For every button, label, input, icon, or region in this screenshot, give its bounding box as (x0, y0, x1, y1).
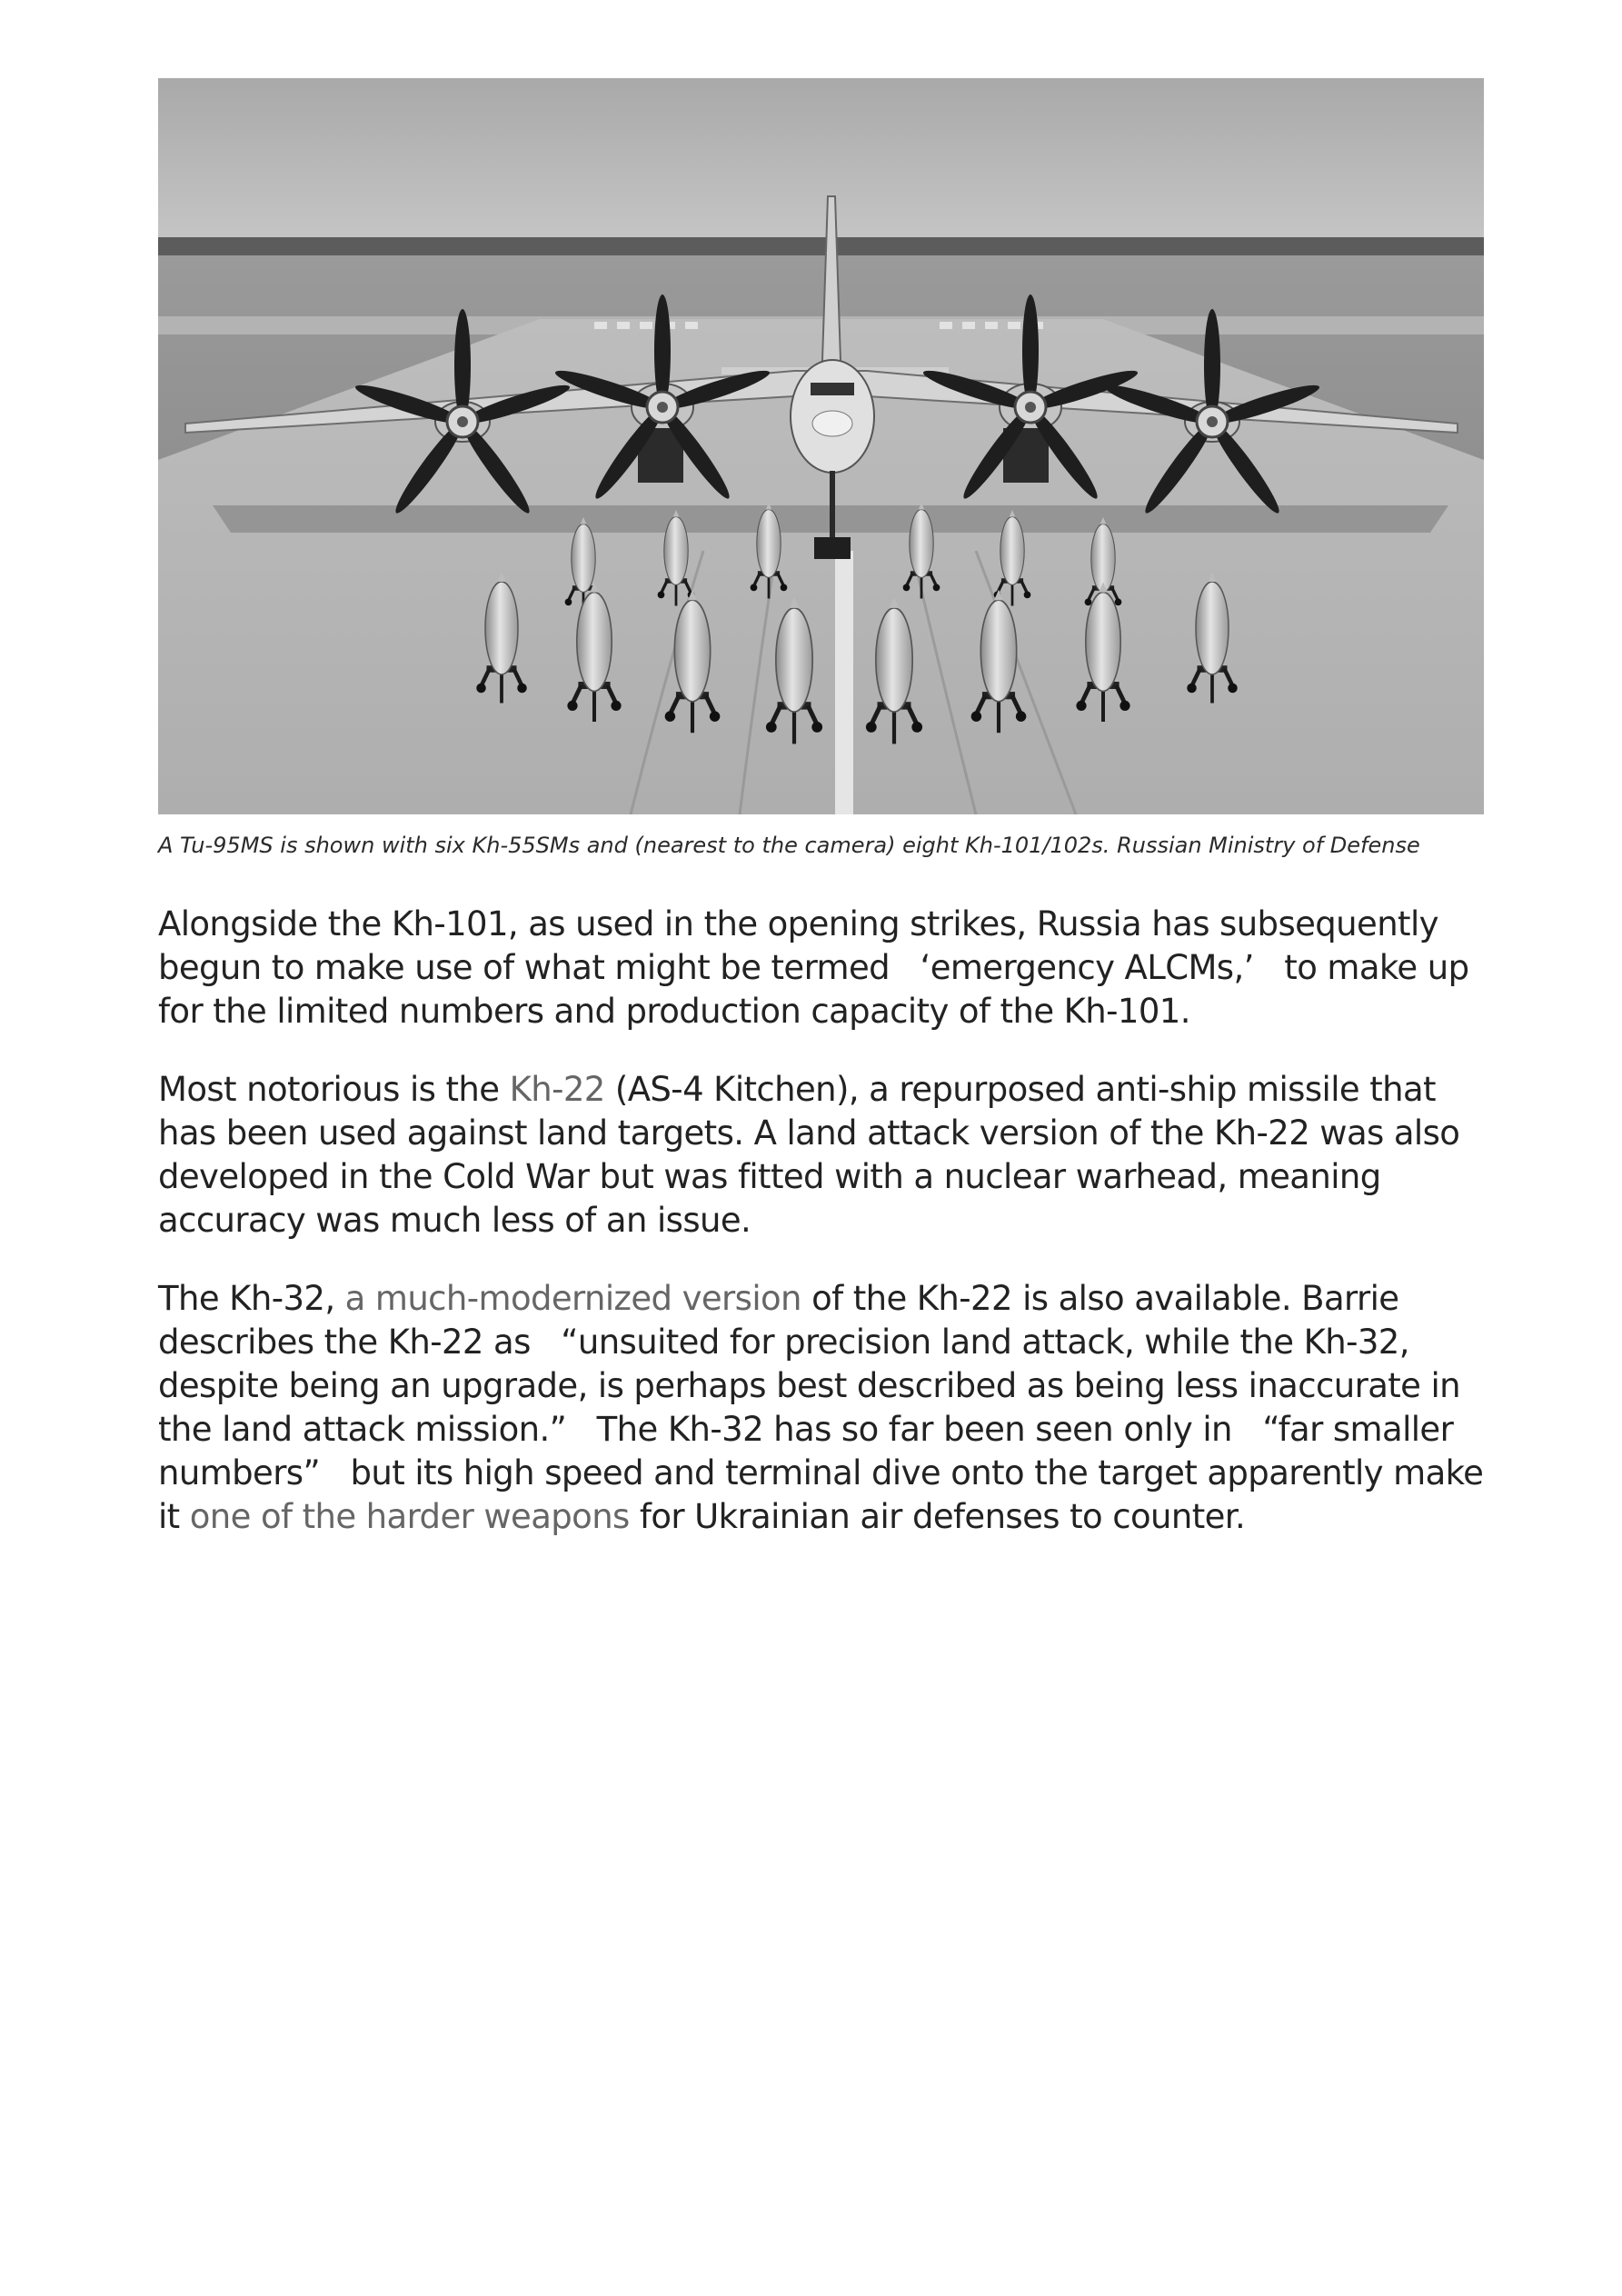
paragraph-text: for Ukrainian air defenses to counter. (629, 1497, 1246, 1536)
figure-caption: A Tu-95MS is shown with six Kh-55SMs and (nearest to the camera) eight Kh-101/102s. Russian Ministry of Defense (158, 833, 1420, 858)
kh-22-link[interactable]: Kh-22 (509, 1070, 605, 1109)
paragraph-text: (AS-4 Kitchen), a repurposed anti-ship missile that has been used against land targets. A land attack version of the Kh-22 was also developed in the Cold War but was fitted with a nuclear warhead, meaning accuracy was much less of an issue. (158, 1070, 1460, 1240)
paragraph-text: Alongside the Kh-101, as used in the opening strikes, Russia has subsequently begun to make use of what might be termed ‘emergency ALCMs,’ to make up for the limited numbers and production capacity of the Kh-101. (158, 904, 1469, 1031)
paragraph-text: The Kh-32, (158, 1279, 345, 1318)
paragraph-text: of the Kh-22 is also available. Barrie describes the Kh-22 as “unsuited for precision land attack, while the Kh-32, despite being an upgrade, is perhaps best described as being less inaccurate in the land attack mission.” The Kh-32 has so far been seen only in “far smaller numbers” but its high speed and terminal dive onto the target apparently make it (158, 1279, 1484, 1536)
modernized-version-link[interactable]: a much-modernized version (344, 1279, 801, 1318)
paragraph-1 (158, 903, 1494, 1033)
paragraph-3 (158, 1277, 1494, 1539)
paragraph-text: Most notorious is the (158, 1070, 510, 1109)
aircraft-photo (158, 78, 1484, 814)
harder-weapons-link[interactable]: one of the harder weapons (189, 1497, 630, 1536)
paragraph-2 (158, 1068, 1494, 1243)
